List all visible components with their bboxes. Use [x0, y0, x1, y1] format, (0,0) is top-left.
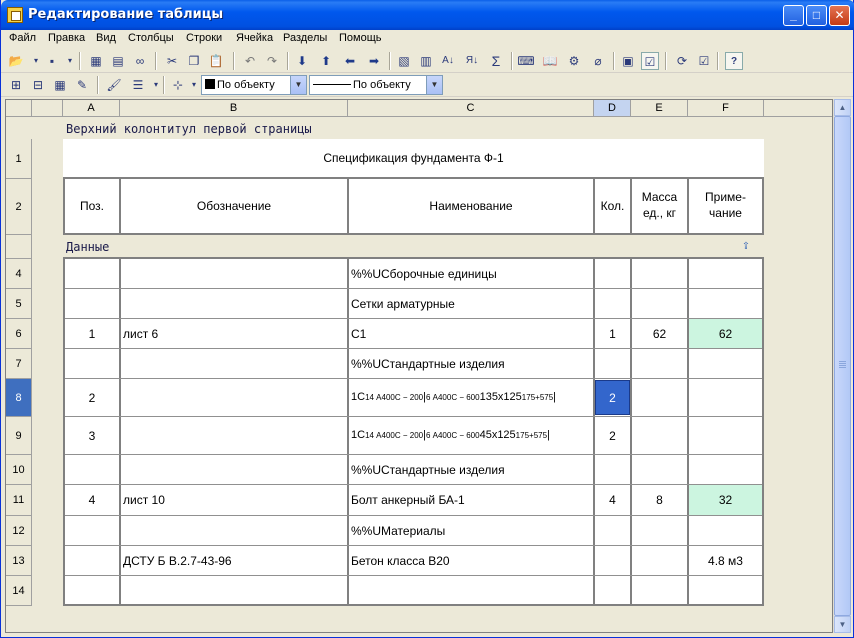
split-cells-icon[interactable]: ⊟	[32, 78, 44, 92]
link-icon[interactable]: ∞	[135, 54, 145, 68]
edit-cell-icon[interactable]: ✎	[76, 78, 88, 92]
header-name[interactable]: Наименование	[429, 199, 513, 213]
cell-grid-icon[interactable]: ▦	[54, 78, 66, 92]
row-header-data-section[interactable]	[6, 235, 32, 259]
page-header-label: Верхний колонтитул первой страницы	[66, 122, 312, 136]
undo-icon[interactable]: ↶	[244, 54, 256, 68]
table-icon[interactable]: ▥	[420, 54, 432, 68]
cell-d11[interactable]: 4	[609, 493, 616, 507]
cell-b11[interactable]: лист 10	[123, 493, 165, 507]
column-header-d[interactable]: D	[594, 100, 631, 117]
header-note-line1: Приме-	[705, 190, 746, 205]
cell-f6[interactable]: 62	[689, 319, 762, 348]
arrow-down-icon[interactable]: ⬇	[296, 54, 308, 68]
check-icon[interactable]: ☑	[698, 54, 710, 68]
diameter-icon[interactable]: ⌀	[594, 54, 602, 68]
data-section-label: Данные	[66, 240, 110, 254]
scroll-thumb[interactable]	[834, 116, 851, 616]
grid-corner[interactable]	[6, 100, 32, 117]
table-grid[interactable]	[5, 99, 833, 633]
header-note[interactable]	[689, 179, 762, 233]
table-title[interactable]: Спецификация фундамента Ф-1	[63, 139, 764, 177]
arrow-up-icon[interactable]: ⬆	[320, 54, 332, 68]
chevron-down-icon[interactable]: ▼	[290, 76, 306, 94]
help-icon[interactable]: ?	[725, 52, 743, 70]
column-header-a[interactable]: A	[63, 100, 120, 117]
arrow-left-icon[interactable]: ⬅	[344, 54, 356, 68]
cell-c7[interactable]: %%UСтандартные изделия	[351, 356, 505, 371]
cell-c11[interactable]: Болт анкерный БА-1	[351, 493, 465, 507]
rebar-size: 135х125	[479, 391, 522, 403]
brush-icon[interactable]: 🖌	[106, 78, 122, 92]
menu-edit[interactable]: Правка	[48, 32, 86, 44]
row-header-8[interactable]: 8	[6, 379, 32, 417]
open-dropdown-icon[interactable]: ▾	[33, 56, 38, 65]
row-header-13[interactable]: 13	[6, 546, 32, 576]
menu-sections[interactable]: Разделы	[283, 32, 328, 44]
rebar-sub: 6 А400С − 600	[425, 430, 480, 440]
save-dropdown-icon[interactable]: ▾	[67, 56, 72, 65]
sort-desc-icon[interactable]: Я↓	[465, 55, 479, 66]
cut-icon[interactable]: ✂	[166, 54, 178, 68]
rebar-sup: 14 А400С − 200	[365, 392, 424, 402]
rebar-end: |	[547, 429, 550, 441]
color-combo-value: По объекту	[217, 79, 275, 91]
cell-c6[interactable]: С1	[351, 326, 367, 341]
header-mass[interactable]	[632, 179, 687, 233]
cell-d6[interactable]: 1	[609, 326, 616, 341]
header-note-line2: чание	[709, 206, 742, 220]
row-header-1[interactable]: 1	[6, 139, 32, 179]
maximize-button[interactable]: □	[806, 5, 827, 26]
column-header-e[interactable]: E	[631, 100, 688, 117]
checkbox-toggle-icon[interactable]: ☑	[641, 52, 659, 70]
column-header-c[interactable]: C	[348, 100, 594, 117]
rebar-bar: |	[423, 391, 426, 403]
borders-icon[interactable]: ⊹	[172, 78, 184, 92]
calculator-icon[interactable]: ▣	[622, 54, 634, 68]
cell-f13[interactable]: 4.8 м3	[708, 553, 743, 568]
cell-c13[interactable]: Бетон класса В20	[351, 553, 450, 568]
text-align-icon[interactable]: ☰	[132, 78, 144, 92]
cell-a9[interactable]: 3	[88, 428, 96, 443]
header-mass-line2: ед., кг	[642, 206, 677, 220]
column-header-filler	[764, 100, 833, 117]
sort-asc-icon[interactable]: A↓	[442, 55, 454, 66]
app-icon	[7, 7, 23, 23]
cell-c12[interactable]: %%UМатериалы	[351, 523, 446, 538]
chevron-down-icon[interactable]: ▼	[426, 76, 442, 94]
menu-columns[interactable]: Столбцы	[128, 32, 174, 44]
rebar-sup2: 175+575	[515, 430, 548, 440]
cell-c8[interactable]	[349, 379, 593, 416]
cell-d8-selected[interactable]: 2	[595, 380, 630, 415]
open-icon[interactable]: 📂	[8, 54, 24, 68]
cell-c10[interactable]: %%UСтандартные изделия	[351, 462, 505, 477]
header-mass-line1: Масса	[641, 190, 678, 205]
column-header-f[interactable]: F	[688, 100, 764, 117]
title-bar[interactable]	[1, 0, 854, 30]
cell-b13[interactable]: ДСТУ Б В.2.7-43-96	[123, 553, 232, 568]
cell-d9[interactable]: 2	[609, 428, 616, 443]
rebar-sup: 14 А400С − 200	[365, 430, 424, 440]
chart-icon[interactable]: ▧	[398, 54, 410, 68]
sum-icon[interactable]: Σ	[491, 53, 501, 69]
menu-rows[interactable]: Строки	[186, 32, 223, 44]
row-header-4[interactable]: 4	[6, 259, 32, 289]
paste-icon[interactable]: 📋	[208, 54, 224, 68]
menu-cell[interactable]: Ячейка	[236, 32, 274, 44]
header-designation[interactable]: Обозначение	[196, 199, 272, 213]
row-header-14[interactable]: 14	[6, 576, 32, 606]
row-header-5[interactable]: 5	[6, 289, 32, 319]
section-collapse-icon[interactable]: ⇪	[742, 238, 750, 253]
row-header-12[interactable]: 12	[6, 516, 32, 546]
book-icon[interactable]: 📖	[542, 54, 558, 68]
save-icon[interactable]: ▪	[49, 54, 55, 68]
refresh-icon[interactable]: ⟳	[676, 54, 688, 68]
scroll-up-icon[interactable]: ▲	[834, 99, 851, 116]
text-align-dropdown-icon[interactable]: ▾	[153, 80, 158, 89]
arrow-right-icon[interactable]: ➡	[368, 54, 380, 68]
header-pos[interactable]: Поз.	[80, 199, 104, 213]
line-type-combo[interactable]	[309, 75, 443, 95]
copy-icon[interactable]: ❐	[188, 54, 200, 68]
rebar-sup2: 175+575	[521, 392, 554, 402]
scroll-down-icon[interactable]: ▼	[834, 616, 851, 633]
row-header-9[interactable]: 9	[6, 417, 32, 455]
vertical-scrollbar[interactable]	[833, 99, 850, 633]
cell-c4[interactable]: %%UСборочные единицы	[351, 266, 497, 281]
row-header-6[interactable]: 6	[6, 319, 32, 349]
redo-icon[interactable]: ↷	[266, 54, 278, 68]
window-title: Редактирование таблицы	[28, 7, 224, 22]
minimize-button[interactable]: _	[783, 5, 804, 26]
copy-format-icon[interactable]: ▦	[90, 54, 102, 68]
menu-view[interactable]: Вид	[96, 32, 116, 44]
cell-a8[interactable]: 2	[88, 390, 96, 405]
cell-c9[interactable]	[349, 417, 593, 454]
column-header-blank[interactable]	[32, 100, 63, 117]
column-settings-icon[interactable]: ⚙	[568, 54, 580, 68]
cell-e6[interactable]: 62	[652, 326, 667, 341]
color-combo[interactable]	[201, 75, 307, 95]
header-qty[interactable]: Кол.	[600, 199, 625, 213]
rebar-size: 45х125	[479, 429, 516, 441]
cell-f11[interactable]: 32	[689, 485, 762, 515]
borders-dropdown-icon[interactable]: ▾	[191, 80, 196, 89]
column-header-b[interactable]: B	[120, 100, 348, 117]
line-sample	[313, 84, 351, 85]
rebar-sub: 6 А400С − 600	[425, 392, 480, 402]
menu-bar	[1, 30, 853, 48]
row-header-10[interactable]: 10	[6, 455, 32, 485]
row-header-11[interactable]: 11	[6, 485, 32, 516]
line-combo-value: По объекту	[353, 79, 411, 91]
keyboard-icon[interactable]: ⌨	[517, 54, 535, 68]
menu-help[interactable]: Помощь	[339, 32, 382, 44]
paste-format-icon[interactable]: ▤	[112, 54, 124, 68]
toolbar-format	[1, 73, 853, 97]
rebar-prefix: 1С	[351, 391, 366, 403]
menu-file[interactable]: Файл	[9, 32, 37, 44]
toolbar-main	[1, 49, 853, 73]
cell-e11[interactable]: 8	[656, 493, 663, 507]
cell-c5[interactable]: Сетки арматурные	[351, 296, 455, 311]
cell-a6[interactable]: 1	[88, 326, 96, 341]
row-header-7[interactable]: 7	[6, 349, 32, 379]
rebar-end: |	[553, 391, 557, 403]
row-header-2[interactable]: 2	[6, 179, 32, 235]
color-swatch	[205, 79, 215, 89]
cell-b6[interactable]: лист 6	[123, 326, 159, 341]
merge-cells-icon[interactable]: ⊞	[10, 78, 22, 92]
rebar-bar: |	[423, 429, 426, 441]
rebar-prefix: 1С	[351, 429, 366, 441]
cell-a11[interactable]: 4	[88, 493, 96, 507]
close-button[interactable]: ✕	[829, 5, 850, 26]
